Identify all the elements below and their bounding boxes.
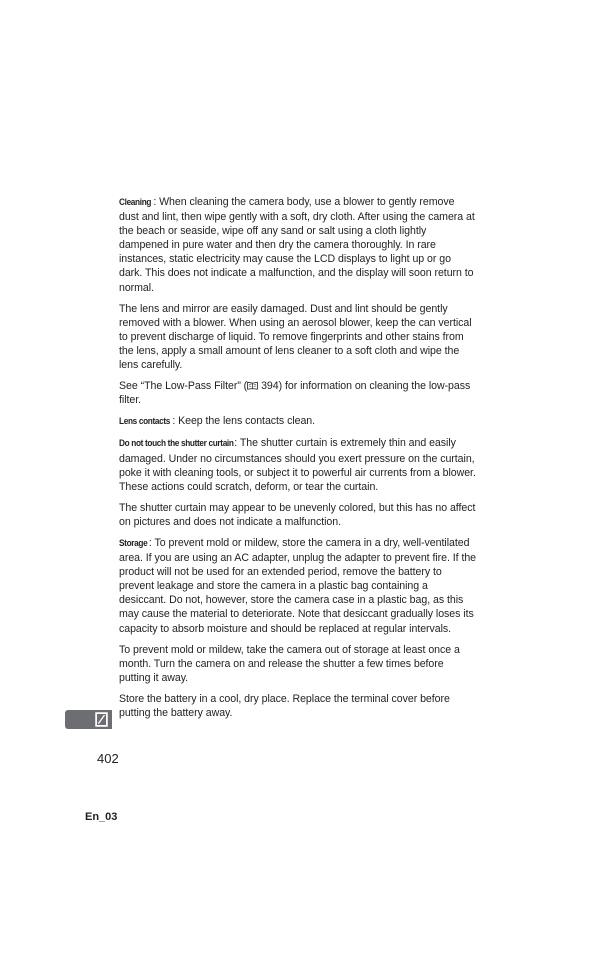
battery-paragraph: Store the battery in a cool, dry place. Replace the terminal cover before putting the battery away. <box>119 692 450 719</box>
mold-monthly-paragraph: To prevent mold or mildew, take the camera out of storage at least once a month. Turn the camera on and release the shutter a few times before putting it away. <box>119 643 460 684</box>
shutter-text: : The shutter curtain is extremely thin and easily damaged. Under no circumstances should you exert pressure on the curtain, poke it with cleaning tools, or subject it to powerful air currents from a blower. These actions could scratch, deform, or tear the curtain. <box>119 437 476 493</box>
cleaning-heading: Cleaning <box>119 197 152 208</box>
notes-icon <box>95 712 108 727</box>
storage-text: : To prevent mold or mildew, store the camera in a dry, well-ventilated area. If you are using an AC adapter, unplug the adapter to prevent fire. If the product will not be used for an extended period, remove the battery to prevent leakage and store the camera in a plastic bag containing a desiccant. Do not, however, store the camera case in a plastic bag, as this may cause the material to deteriorate. Note that desiccant gradually loses its capacity to absorb moisture and should be replaced at regular intervals. <box>119 536 477 635</box>
cleaning-text: : When cleaning the camera body, use a blower to gently remove dust and lint, then wipe gently with a soft, dry cloth. After using the camera at the beach or seaside, wipe off any sand or salt using a cloth lightly dampened in pure water and then dry the camera thoroughly. In rare instances, static electricity may cause the LCD displays to light up or go dark. This does not indicate a malfunction, and the display will soon return to normal. <box>119 196 475 294</box>
low-pass-text-before: See “The Low-Pass Filter” ( <box>119 380 248 393</box>
lens-contacts-paragraph <box>119 414 477 429</box>
low-pass-text-after: ) for information on cleaning the low-pass filter. <box>119 380 471 407</box>
section-tab <box>65 710 112 729</box>
page-content <box>119 195 477 727</box>
lens-contacts-text: : Keep the lens contacts clean. <box>172 415 316 428</box>
book-icon <box>247 381 258 390</box>
shutter-paragraph <box>119 436 477 493</box>
shutter-uneven-paragraph: The shutter curtain may appear to be unevenly colored, but this has no affect on pictures and does not indicate a malfunction. <box>119 501 476 528</box>
cleaning-paragraph <box>119 195 477 295</box>
footer-code: En_03 <box>85 811 118 823</box>
storage-paragraph <box>119 536 477 636</box>
storage-heading: Storage <box>119 537 148 549</box>
page-number: 402 <box>97 751 119 766</box>
shutter-heading: Do not touch the shutter curtain <box>119 438 234 450</box>
low-pass-paragraph <box>119 379 477 407</box>
low-pass-page-ref: 394 <box>258 380 279 393</box>
lens-mirror-paragraph: The lens and mirror are easily damaged. Dust and lint should be gently removed with a blower. When using an aerosol blower, keep the can vertical to prevent discharge of liquid. To remove fingerprints and other stains from the lens, apply a small amount of lens cleaner to a soft cloth and wipe the lens carefully. <box>119 302 472 372</box>
lens-contacts-heading: Lens contacts <box>119 416 171 428</box>
